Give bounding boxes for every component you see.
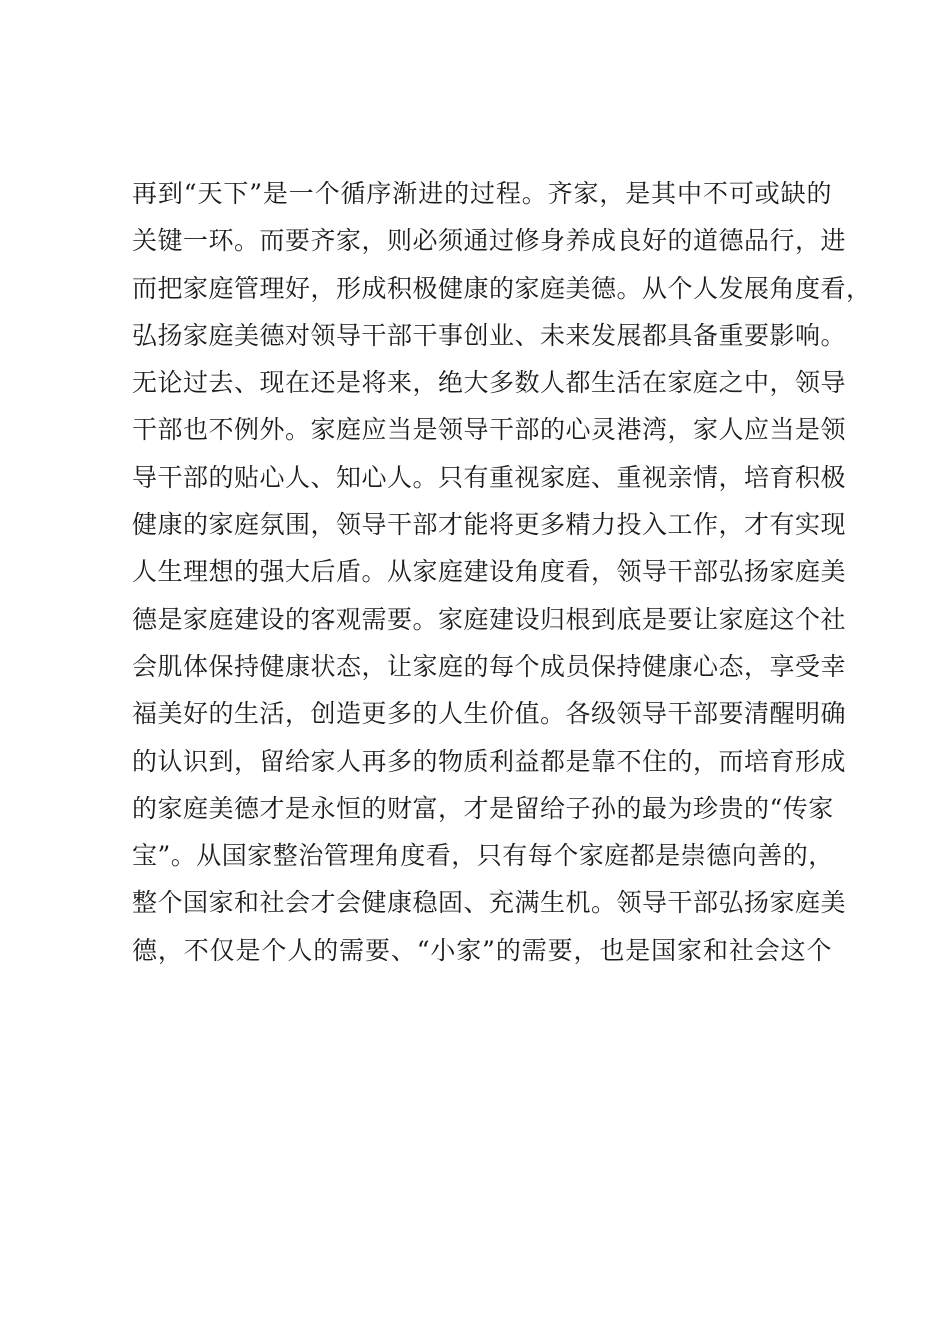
text-line-1: 再到“天下”是一个循序渐进的过程。齐家，是其中不可或缺的	[132, 179, 832, 208]
text-line-12: 福美好的生活，创造更多的人生价值。各级领导干部要清醒明确	[132, 699, 847, 729]
body-paragraph	[132, 170, 872, 974]
text-line-5: 无论过去、现在还是将来，绝大多数人都生活在家庭之中，领导	[132, 368, 847, 398]
text-line-17: 德，不仅是个人的需要、“小家”的需要，也是国家和社会这个	[132, 935, 832, 965]
text-line-13: 的认识到，留给家人再多的物质利益都是靠不住的，而培育形成	[132, 746, 847, 776]
text-line-14: 的家庭美德才是永恒的财富，才是留给子孙的最为珍贵的“传家	[132, 793, 834, 823]
text-line-9: 人生理想的强大后盾。从家庭建设角度看，领导干部弘扬家庭美	[132, 557, 847, 587]
text-line-4: 弘扬家庭美德对领导干部干事创业、未来发展都具备重要影响。	[132, 320, 847, 350]
text-line-3: 而把家庭管理好，形成积极健康的家庭美德。从个人发展角度看，	[132, 273, 872, 303]
text-line-15: 宝”。从国家整治管理角度看，只有每个家庭都是崇德向善的，	[132, 841, 834, 871]
text-line-11: 会肌体保持健康状态，让家庭的每个成员保持健康心态，享受幸	[132, 651, 847, 681]
text-line-16: 整个国家和社会才会健康稳固、充满生机。领导干部弘扬家庭美	[132, 888, 847, 918]
text-line-10: 德是家庭建设的客观需要。家庭建设归根到底是要让家庭这个社	[132, 604, 847, 634]
text-line-7: 导干部的贴心人、知心人。只有重视家庭、重视亲情，培育积极	[132, 462, 847, 492]
text-line-6: 干部也不例外。家庭应当是领导干部的心灵港湾，家人应当是领	[132, 415, 847, 445]
text-line-8: 健康的家庭氛围，领导干部才能将更多精力投入工作，才有实现	[132, 510, 847, 540]
text-line-2: 关键一环。而要齐家，则必须通过修身养成良好的道德品行，进	[132, 226, 847, 256]
